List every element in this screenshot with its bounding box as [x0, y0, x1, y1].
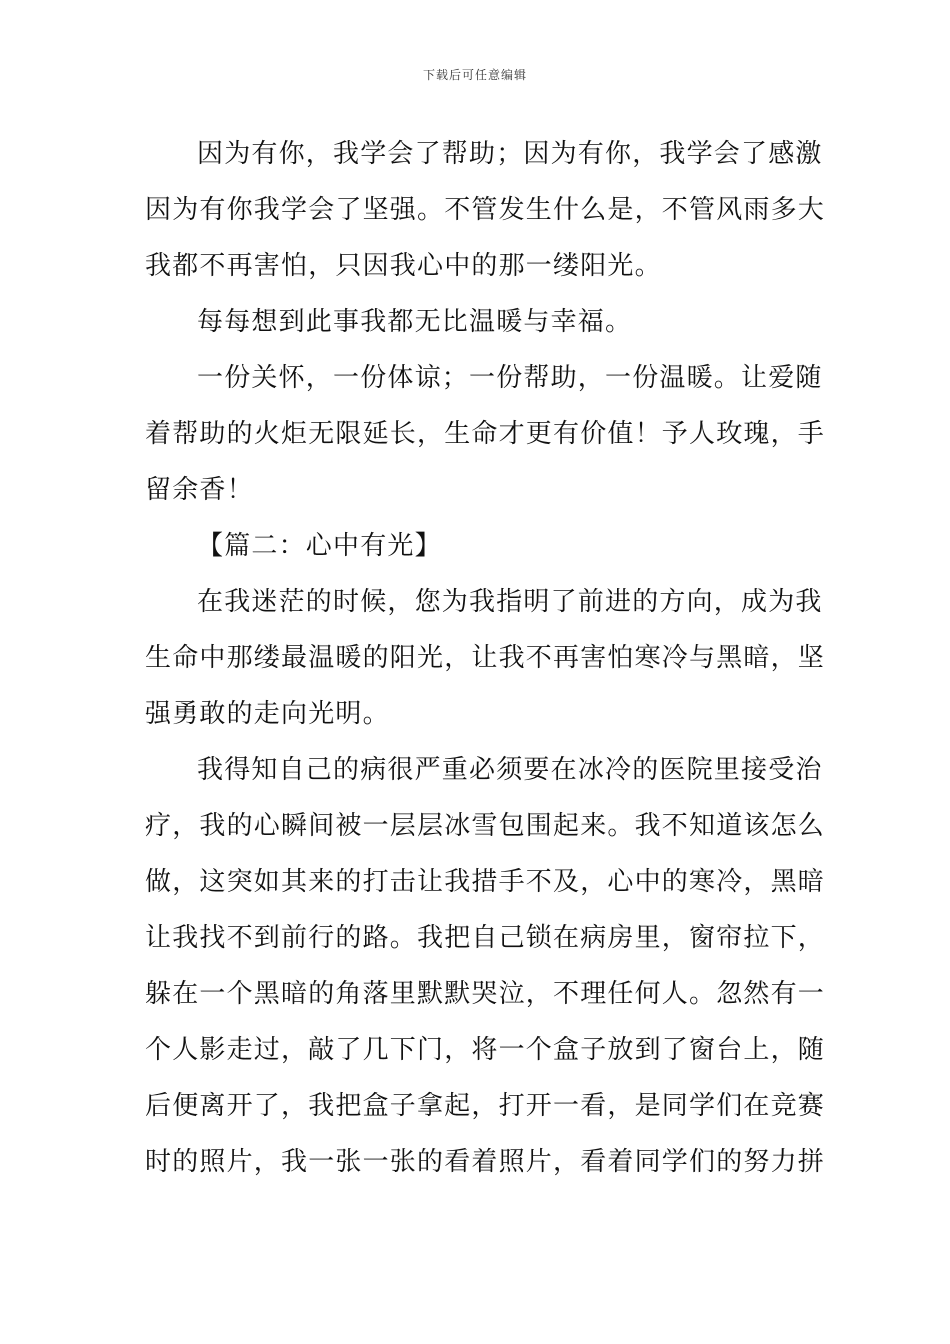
text-line: 留余香！ [145, 475, 254, 505]
text-line: 做，这突如其来的打击让我措手不及，心中的寒冷，黑暗 [145, 867, 826, 897]
text-line: 后便离开了，我把盒子拿起，打开一看，是同学们在竞赛 [145, 1091, 826, 1121]
paragraph [145, 574, 826, 742]
text-line: 因为有你我学会了坚强。不管发生什么是，不管风雨多大 [145, 195, 826, 225]
text-line: 强勇敢的走向光明。 [145, 699, 390, 729]
text-line: 个人影走过，敲了几下门，将一个盒子放到了窗台上，随 [145, 1035, 826, 1065]
paragraph [145, 294, 807, 350]
text-line: 一份关怀，一份体谅；一份帮助，一份温暖。让爱随 [197, 363, 823, 393]
paragraph [145, 742, 826, 1190]
page-header: 下载后可任意编辑 [422, 68, 527, 82]
section-heading [145, 518, 807, 574]
text-line: 在我迷茫的时候，您为我指明了前进的方向，成为我 [197, 587, 823, 617]
text-line: 因为有你，我学会了帮助；因为有你，我学会了感激 [197, 139, 823, 169]
paragraph [145, 126, 826, 294]
text-line: 每每想到此事我都无比温暖与幸福。 [197, 307, 633, 337]
text-line: 我得知自己的病很严重必须要在冰冷的医院里接受治 [197, 755, 823, 785]
text-line: 时的照片，我一张一张的看着照片，看着同学们的努力拼 [145, 1147, 826, 1177]
text-line: 生命中那缕最温暖的阳光，让我不再害怕寒冷与黑暗，坚 [145, 643, 826, 673]
document-body [145, 126, 826, 1190]
text-line: 【篇二：心中有光】 [197, 531, 442, 561]
text-line: 我都不再害怕，只因我心中的那一缕阳光。 [145, 251, 662, 281]
paragraph [145, 350, 826, 518]
text-line: 躲在一个黑暗的角落里默默哭泣，不理任何人。忽然有一 [145, 979, 826, 1009]
text-line: 着帮助的火炬无限延长，生命才更有价值！予人玫瑰，手 [145, 419, 826, 449]
text-line: 让我找不到前行的路。我把自己锁在病房里，窗帘拉下， [145, 923, 826, 953]
text-line: 疗，我的心瞬间被一层层冰雪包围起来。我不知道该怎么 [145, 811, 826, 841]
